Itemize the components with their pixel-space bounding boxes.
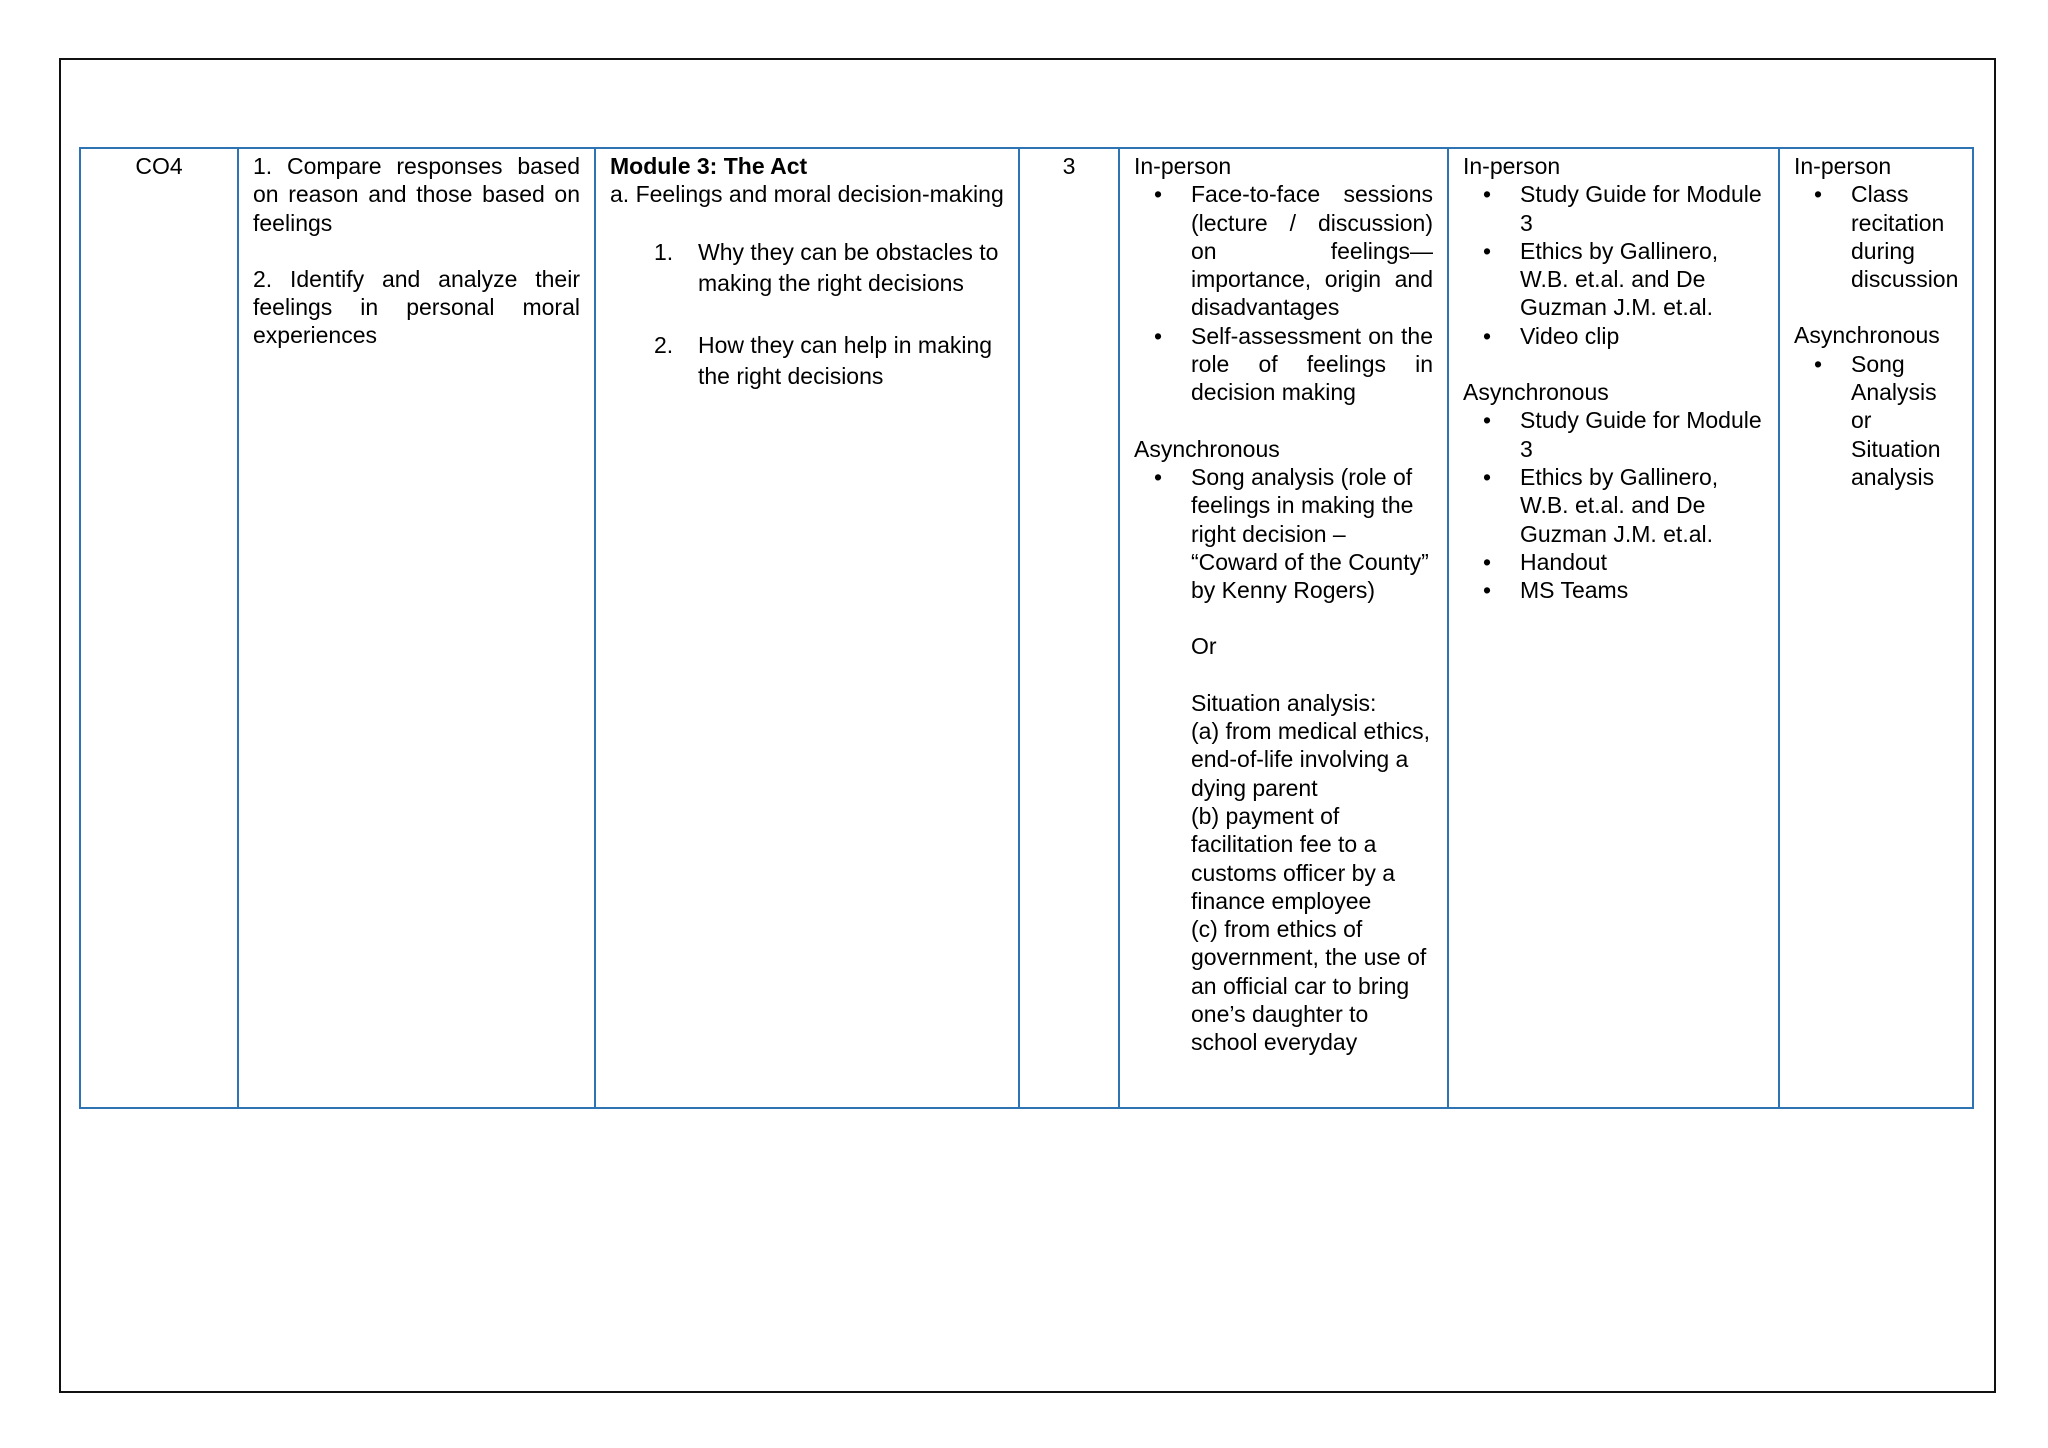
assessment-text: Class recitation during discussion [1851,181,1959,293]
resource-text: Ethics by Gallinero, W.B. et.al. and De Guzman J.M. et.al. [1520,237,1719,321]
list-item [1134,180,1433,321]
activities-async-heading: Asynchronous [1134,435,1280,462]
resources-inperson-list [1463,180,1764,350]
assessment-text: Song Analysis or Situation analysis [1851,350,1941,490]
list-item [1463,237,1764,322]
module-subtitle: a. Feelings and moral decision-making [610,181,1004,208]
bullet-icon: • [1482,577,1492,604]
list-item [1463,322,1764,350]
situation-c: (c) from ethics of government, the use of an official car to bring one’s daughter to school everyday [1191,916,1427,1056]
hours-value: 3 [1062,153,1076,179]
situation-b: (b) payment of facilitation fee to a customs officer by a finance employee [1191,802,1396,914]
list-item [1463,406,1764,463]
situation-heading: Situation analysis: [1191,689,1377,716]
bullet-icon: • [1153,322,1163,349]
topic-item [610,237,1004,299]
topic-item [610,330,1004,392]
bullet-icon: • [1482,322,1492,349]
resources-cell [1448,148,1779,1108]
topic-spacer [610,299,1004,330]
resources-async-list [1463,406,1764,604]
resource-text: Study Guide for Module 3 [1520,181,1762,236]
activities-async-list [1134,463,1433,1057]
activity-text: Face-to-face sessions (lecture / discussion) on feelings—importance, origin and disadvantages [1191,181,1433,321]
topic-text: How they can help in making the right decisions [698,331,993,389]
assessment-cell [1779,148,1973,1108]
table-row [80,148,1973,1108]
list-item [1794,350,1958,491]
list-item [1463,576,1764,604]
assessment-inperson-heading: In-person [1794,153,1892,179]
activity-text: Song analysis (role of feelings in making the right decision – “Coward of the County” by Kenny Rogers) [1191,463,1429,604]
course-outcome-code: CO4 [135,153,183,179]
bullet-icon: • [1482,237,1492,264]
bullet-icon: • [1482,548,1492,575]
resource-text: Video clip [1520,322,1620,349]
list-item [1463,548,1764,576]
topics-cell [595,148,1019,1108]
bullet-icon: • [1482,407,1492,434]
hours-cell [1019,148,1119,1108]
resources-async-heading: Asynchronous [1463,379,1609,406]
activities-inperson-heading: In-person [1134,153,1232,179]
bullet-icon: • [1482,463,1492,490]
activities-cell [1119,148,1448,1108]
topic-text: Why they can be obstacles to making the right decisions [698,238,999,296]
learning-outcome-2: 2. Identify and analyze their feelings in personal moral experiences [253,265,580,349]
resource-text: MS Teams [1520,577,1629,604]
syllabus-table [79,147,1974,1109]
resource-text: Study Guide for Module 3 [1520,407,1762,462]
resource-text: Ethics by Gallinero, W.B. et.al. and De Guzman J.M. et.al. [1520,463,1719,547]
topic-number: 1. [654,238,674,265]
bullet-icon: • [1153,463,1163,490]
bullet-icon: • [1813,181,1823,208]
list-item [1463,180,1764,237]
list-item [1134,322,1433,407]
assessment-inperson-list [1794,180,1958,293]
bullet-icon: • [1482,181,1492,208]
course-outcome-cell [80,148,238,1108]
topic-list [610,237,1004,392]
activities-inperson-list [1134,180,1433,406]
assessment-async-heading: Asynchronous [1794,322,1940,349]
assessment-async-list [1794,350,1958,491]
activity-or: Or [1191,633,1217,660]
resource-text: Handout [1520,548,1607,575]
activity-text: Self-assessment on the role of feelings in decision making [1191,322,1433,406]
list-item [1134,463,1433,1057]
module-title: Module 3: The Act [610,153,808,179]
list-item [1463,463,1764,548]
bullet-icon: • [1153,181,1163,208]
bullet-icon: • [1813,350,1823,377]
situation-a: (a) from medical ethics, end-of-life involving a dying parent [1191,718,1431,801]
learning-outcome-1: 1. Compare responses based on reason and those based on feelings [253,153,580,236]
topic-number: 2. [654,331,674,358]
resources-inperson-heading: In-person [1463,153,1561,179]
list-item [1794,180,1958,293]
learning-outcomes-cell [238,148,595,1108]
